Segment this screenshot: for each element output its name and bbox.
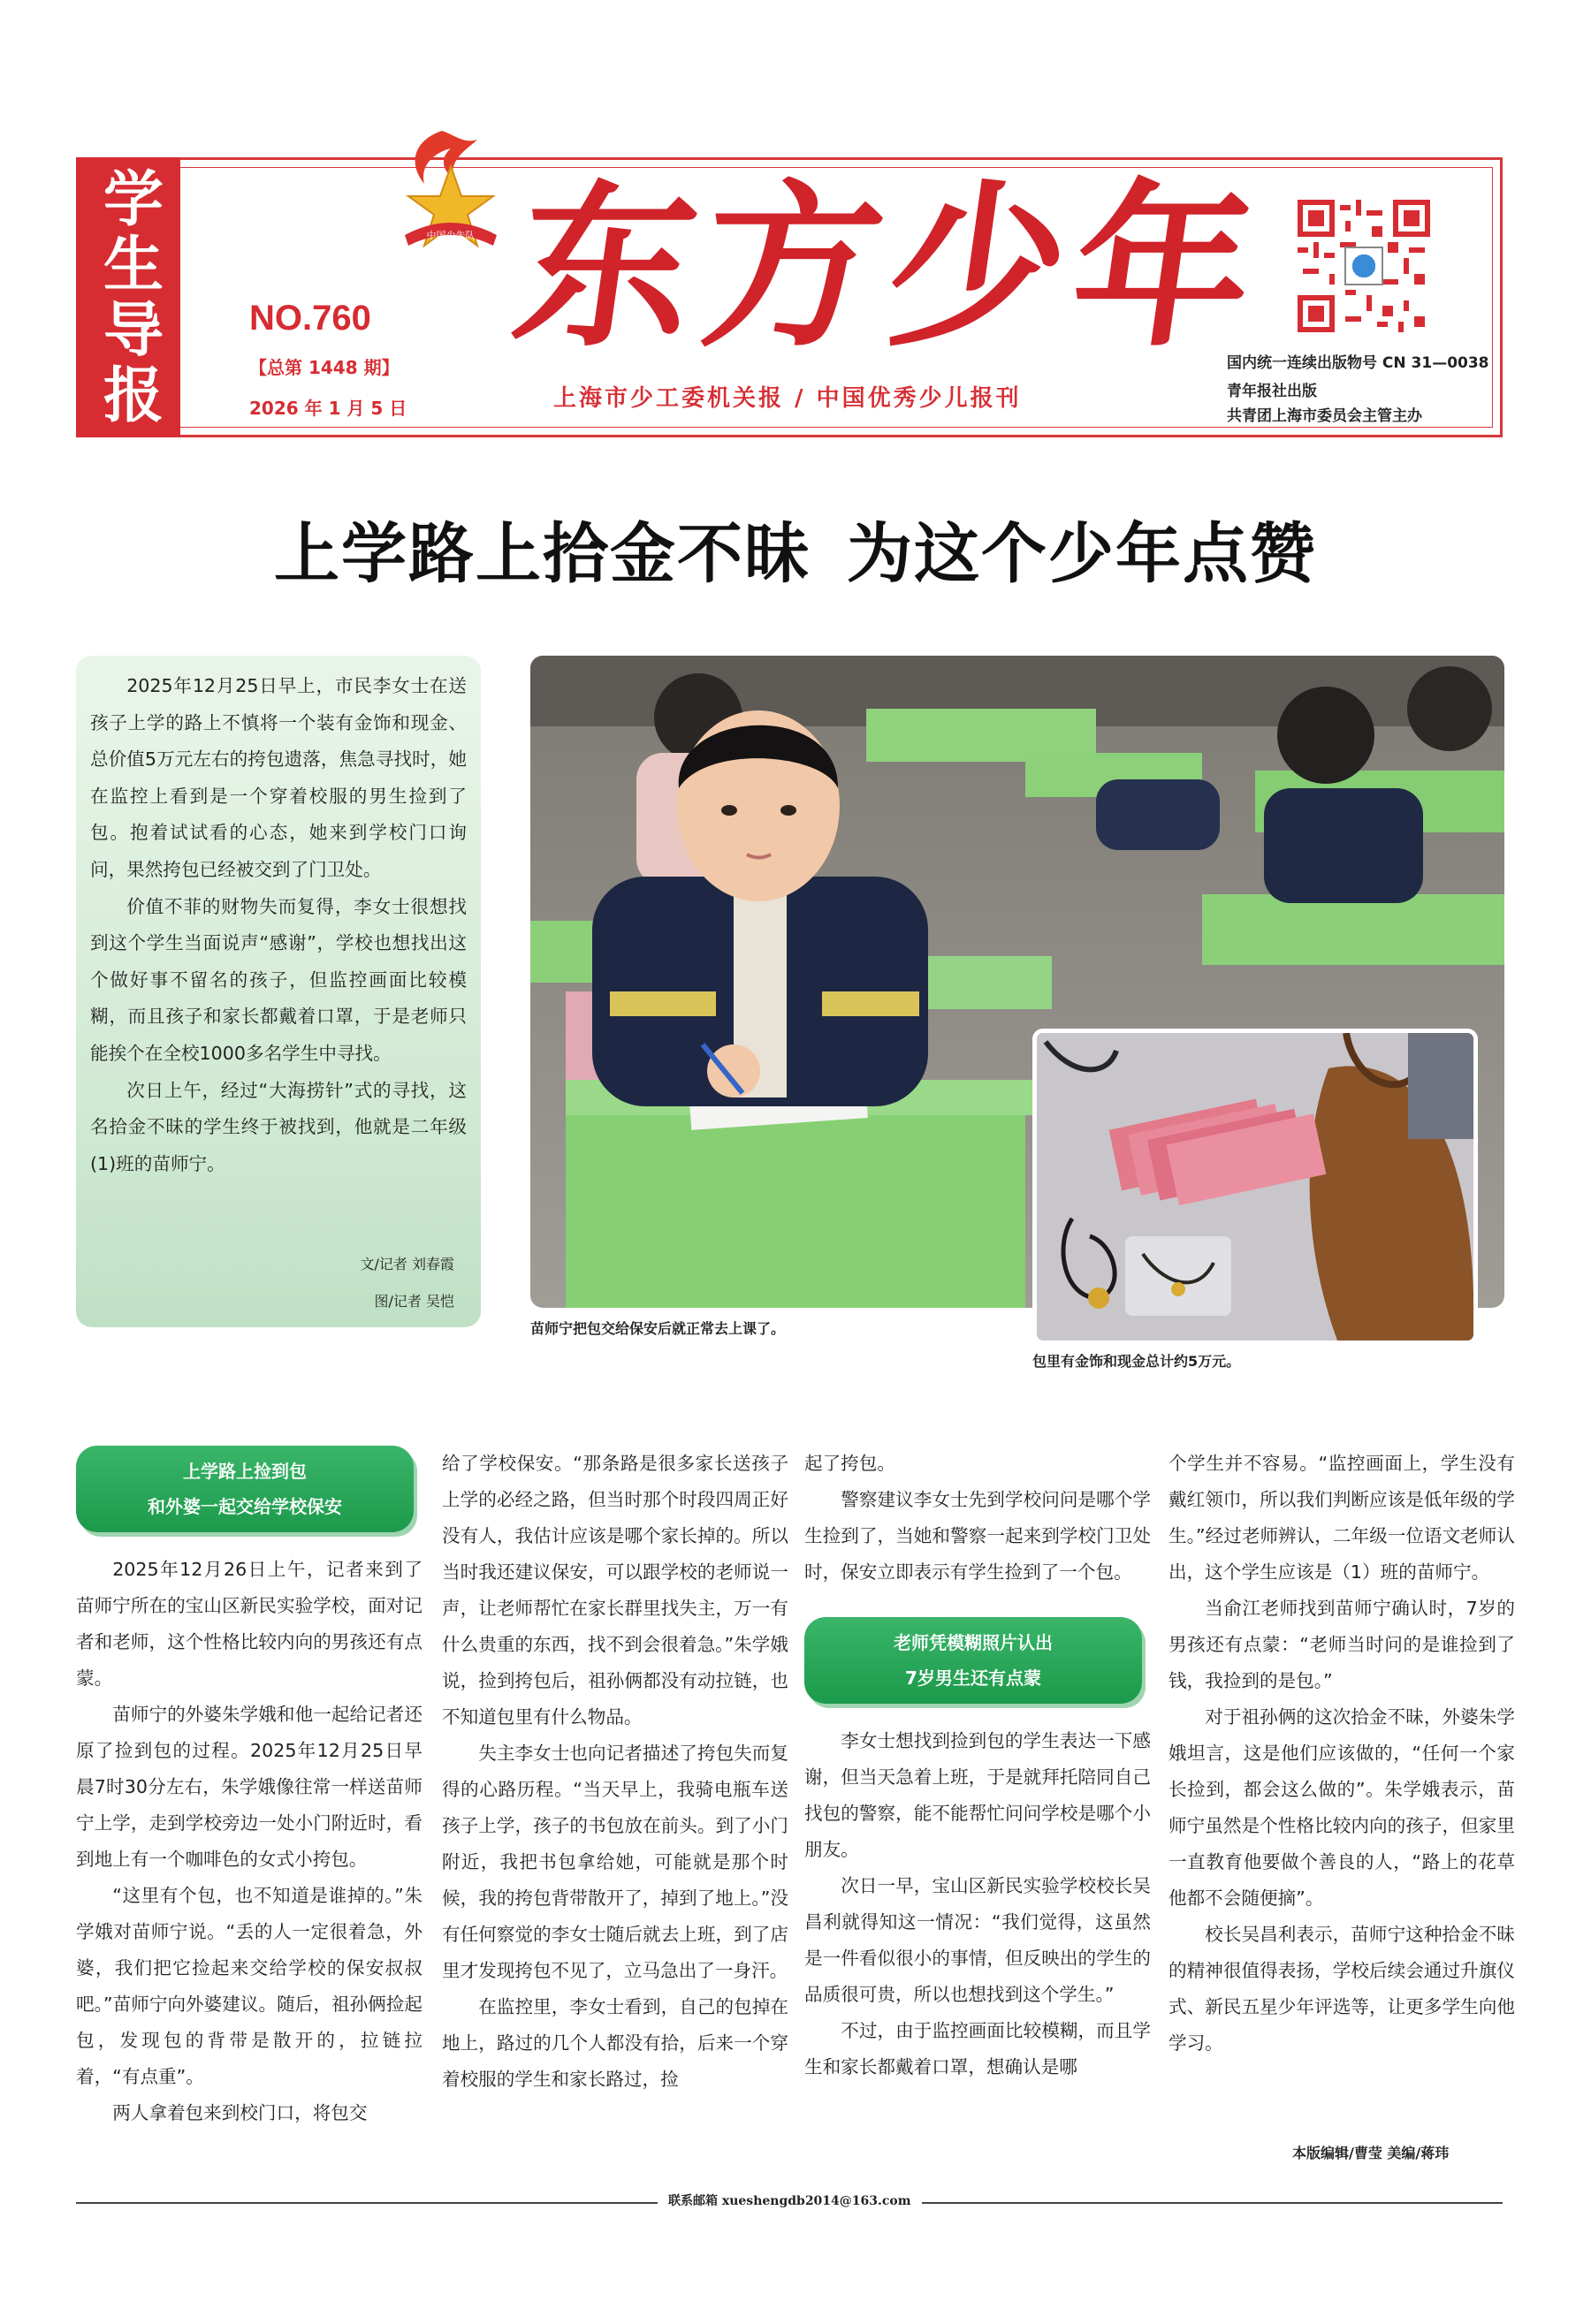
article-paragraph: 次日一早，宝山区新民实验学校校长吴昌利就得知这一情况：“我们觉得，这虽然是一件看似很小的事情，但反映出的学生的品质很可贵，所以也想找到这个学生。” bbox=[804, 1875, 1151, 2005]
headline-part-1: 上学路上拾金不昧 bbox=[274, 516, 811, 592]
article-paragraph: 两人拿着包来到校门口，将包交 bbox=[112, 2102, 368, 2123]
bag-contents-illustration bbox=[1037, 1033, 1473, 1340]
main-headline bbox=[0, 502, 1591, 596]
bag-contents-photo bbox=[1032, 1029, 1478, 1345]
host-organization: 共青团上海市委员会主管主办 bbox=[1227, 407, 1422, 425]
main-photo-caption: 苗师宁把包交给保安后就正常去上课了。 bbox=[530, 1320, 786, 1337]
article-paragraph: 不过，由于监控画面比较模糊，而且学生和家长都戴着口罩，想确认是哪 bbox=[804, 2020, 1151, 2077]
sub-brand-banner bbox=[76, 157, 180, 437]
article-paragraph: 2025年12月26日上午，记者来到了苗师宁所在的宝山区新民实验学校，面对记者和老师，这个性格比较内向的男孩还有点蒙。 bbox=[76, 1559, 422, 1689]
article-paragraph: 李女士想找到捡到包的学生表达一下感谢，但当天急着上班，于是就拜托陪同自己找包的警察，能不能帮忙问问学校是哪个小朋友。 bbox=[804, 1730, 1151, 1860]
article-paragraph: 当俞江老师找到苗师宁确认时，7岁的男孩还有点蒙：“老师当时问的是谁捡到了钱，我捡到的是包。” bbox=[1169, 1598, 1515, 1691]
article-paragraph: 给了学校保安。“那条路是很多家长送孩子上学的必经之路，但当时那个时段四周正好没有人，我估计应该是哪个家长掉的。所以当时我还建议保安，可以跟学校的老师说一声，让老师帮忙在家长群里找失主，万一有什么贵重的东西，找不到会很着急。”朱学娥说，捡到挎包后，祖孙俩都没有动拉链，也不知道包里有什么物品。 bbox=[442, 1453, 788, 1728]
lead-paragraph: 价值不菲的财物失而复得，李女士很想找到这个学生当面说声“感谢”，学校也想找出这个做好事不留名的孩子，但监控画面比较模糊，而且孩子和家长都戴着口罩，于是老师只能挨个在全校1000多名学生中寻找。 bbox=[90, 895, 467, 1064]
subhead-2-line-1: 老师凭模糊照片认出 bbox=[894, 1632, 1053, 1653]
article-paragraph: 个学生并不容易。“监控画面上，学生没有戴红领巾，所以我们判断应该是低年级的学生。”经过老师辨认，二年级一位语文老师认出，这个学生应该是（1）班的苗师宁。 bbox=[1169, 1453, 1515, 1583]
article-paragraph: 起了挎包。 bbox=[804, 1453, 895, 1474]
subhead-2 bbox=[804, 1617, 1142, 1704]
editor-credit: 本版编辑/曹莹 美编/蒋玮 bbox=[1292, 2145, 1450, 2161]
issue-date: 2026 年 1 月 5 日 bbox=[249, 398, 407, 419]
young-pioneers-emblem-icon bbox=[389, 122, 513, 254]
article-paragraph: 对于祖孙俩的这次拾金不昧，外婆朱学娥坦言，这是他们应该做的，“任何一个家长捡到，都会这么做的”。朱学娥表示，苗师宁虽然是个性格比较内向的孩子，但家里一直教育他要做个善良的人，“路上的花草他都不会随便摘”。 bbox=[1169, 1706, 1515, 1909]
article-paragraph: 警察建议李女士先到学校问问是哪个学生捡到了，当她和警察一起来到学校门卫处时，保安立即表示有学生捡到了一个包。 bbox=[804, 1489, 1151, 1583]
writer-credit: 文/记者 刘春霞 bbox=[360, 1256, 454, 1272]
lead-paragraph: 2025年12月25日早上，市民李女士在送孩子上学的路上不慎将一个装有金饰和现金、总价值5万元左右的挎包遗落，焦急寻找时，她在监控上看到是一个穿着校服的男生捡到了包。抱着试试看的心态，她来到学校门口询问，果然挎包已经被交到了门卫处。 bbox=[90, 675, 467, 880]
article-column-2 bbox=[442, 1446, 788, 2098]
issue-total: 【总第 1448 期】 bbox=[249, 357, 400, 378]
masthead bbox=[76, 157, 1503, 437]
issue-number: NO.760 bbox=[249, 299, 371, 338]
article-paragraph: 在监控里，李女士看到，自己的包掉在地上，路过的几个人都没有拾，后来一个穿着校服的学生和家长路过，捡 bbox=[442, 1996, 788, 2090]
contact-email: 联系邮箱 xueshengdb2014@163.com bbox=[658, 2191, 922, 2209]
sub-brand-name: 学生导报 bbox=[93, 166, 164, 429]
newspaper-title: 东方少年 bbox=[503, 163, 1275, 371]
subhead-1-line-1: 上学路上捡到包 bbox=[183, 1461, 307, 1482]
article-column-4 bbox=[1169, 1446, 1515, 2062]
subhead-1-line-2: 和外婆一起交给学校保安 bbox=[148, 1496, 342, 1517]
article-paragraph: 失主李女士也向记者描述了挎包失而复得的心路历程。“当天早上，我骑电瓶车送孩子上学，孩子的书包放在前头。到了小门附近，我把书包拿给她，可能就是那个时候，我的挎包背带散开了，掉到了地上。”没有任何察觉的李女士随后就去上班，到了店里才发现挎包不见了，立马急出了一身汗。 bbox=[442, 1743, 788, 1981]
article-paragraph: 苗师宁的外婆朱学娥和他一起给记者还原了捡到包的过程。2025年12月25日早晨7时30分左右，朱学娥像往常一样送苗师宁上学，走到学校旁边一处小门附近时，看到地上有一个咖啡色的女式小挎包。 bbox=[76, 1704, 422, 1870]
article-paragraph: “这里有个包，也不知道是谁掉的。”朱学娥对苗师宁说。“丢的人一定很着急，外婆，我们把它捡起来交给学校的保安叔叔吧。”苗师宁向外婆建议。随后，祖孙俩捡起包，发现包的背带是散开的，拉链拉着，“有点重”。 bbox=[76, 1885, 422, 2087]
inset-photo-caption: 包里有金饰和现金总计约5万元。 bbox=[1032, 1353, 1241, 1370]
photo-credit: 图/记者 吴恺 bbox=[374, 1293, 454, 1310]
qr-code-icon bbox=[1298, 200, 1430, 332]
lead-summary-box bbox=[76, 656, 481, 1327]
headline-part-2: 为这个少年点赞 bbox=[847, 516, 1317, 592]
article-column-1 bbox=[76, 1446, 422, 2131]
article-paragraph: 校长吴昌利表示，苗师宁这种拾金不昧的精神很值得表扬，学校后续会通过升旗仪式、新民五星少年评选等，让更多学生向他学习。 bbox=[1169, 1924, 1515, 2054]
emblem-text: 中国少先队 bbox=[426, 230, 476, 241]
publication-issn: 国内统一连续出版物号 CN 31—0038 bbox=[1227, 354, 1489, 372]
subhead-1 bbox=[76, 1446, 414, 1532]
subhead-2-line-2: 7岁男生还有点蒙 bbox=[905, 1667, 1041, 1689]
article-column-3 bbox=[804, 1446, 1151, 2085]
newspaper-slogan: 上海市少工委机关报 / 中国优秀少儿报刊 bbox=[553, 385, 1022, 412]
publisher: 青年报社出版 bbox=[1227, 383, 1317, 400]
lead-paragraph: 次日上午，经过“大海捞针”式的寻找，这名拾金不昧的学生终于被找到，他就是二年级(1)班的苗师宁。 bbox=[90, 1079, 467, 1174]
